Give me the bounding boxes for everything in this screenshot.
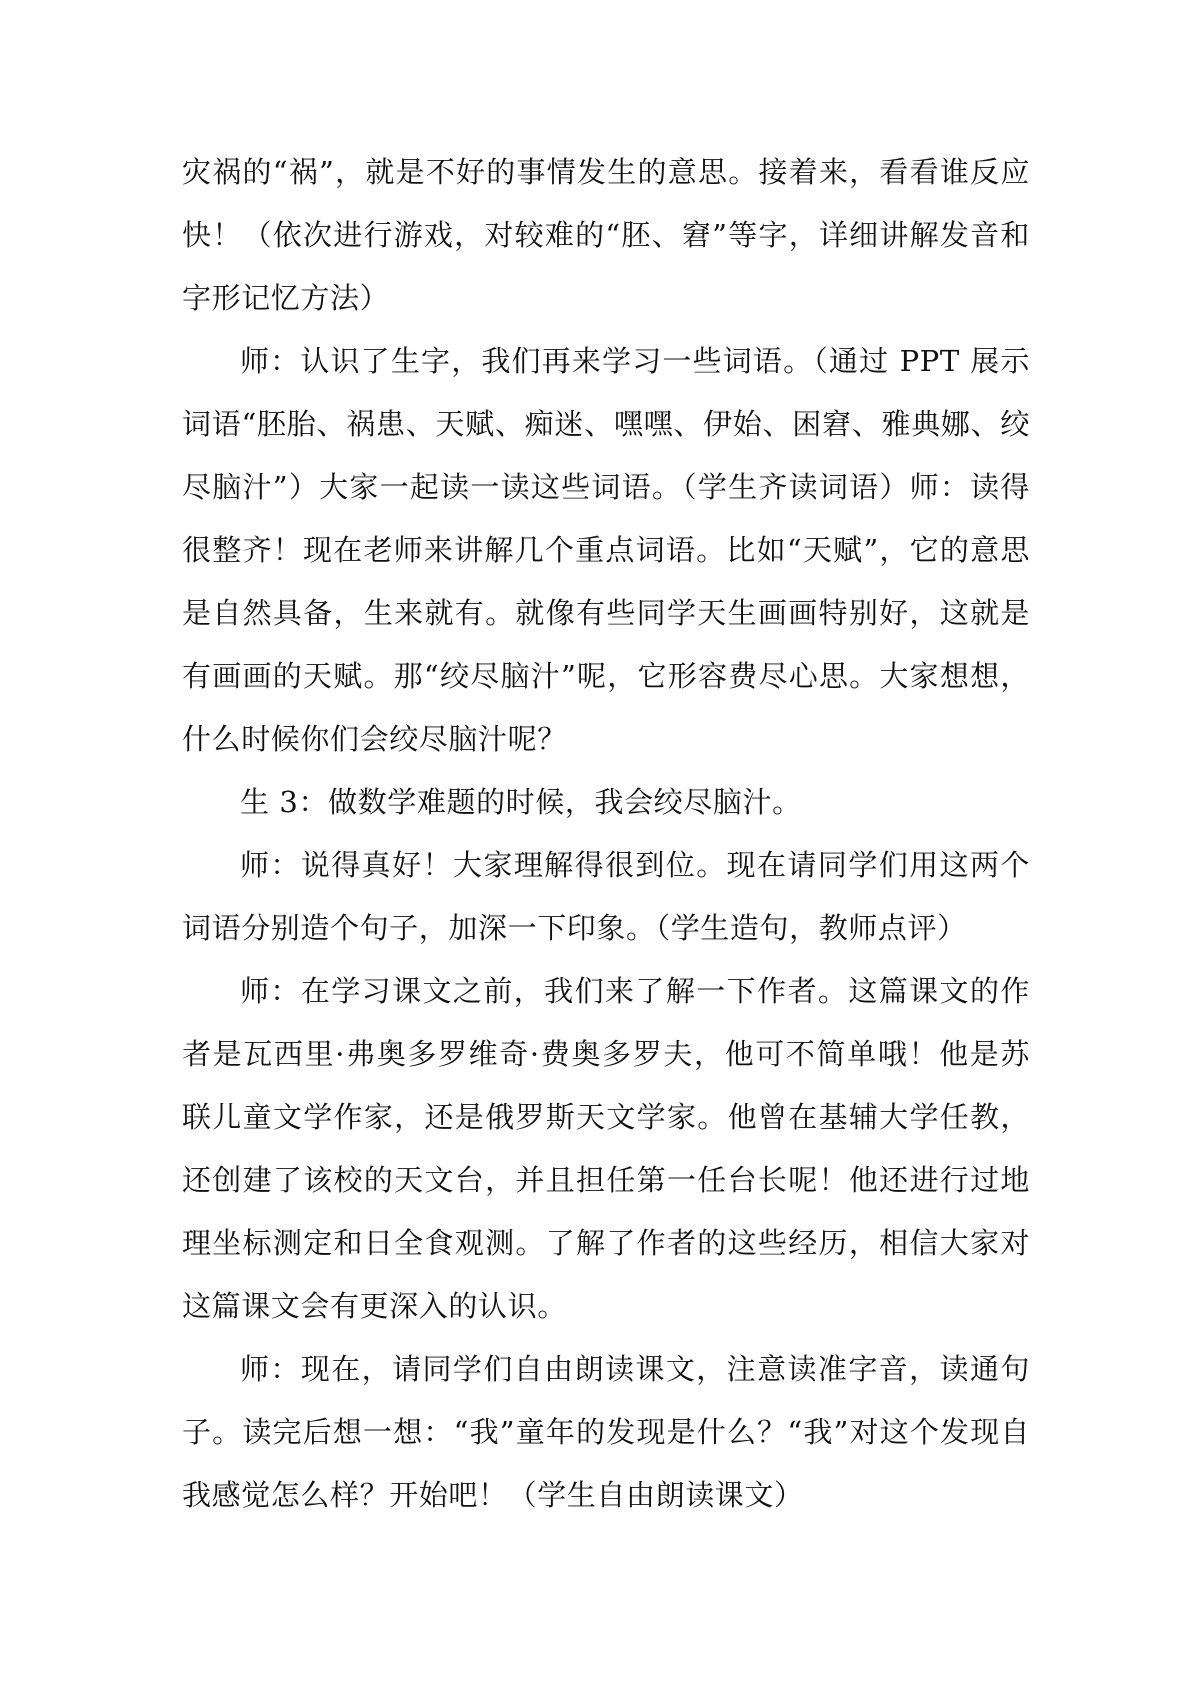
paragraph-sentence-making: 师：说得真好！大家理解得很到位。现在请同学们用这两个词语分别造个句子，加深一下印象。（学生造句，教师点评） <box>182 848 1030 945</box>
paragraph-game-explanation: 灾祸的“祸”，就是不好的事情发生的意思。接着来，看看谁反应快！（依次进行游戏，对较难的“胚、窘”等字，详细讲解发音和字形记忆方法） <box>182 155 1030 315</box>
paragraph-vocabulary-teaching: 师：认识了生字，我们再来学习一些词语。（通过 PPT 展示词语“胚胎、祸患、天赋、痴迷、嘿嘿、伊始、困窘、雅典娜、绞尽脑汁”）大家一起读一读这些词语。（学生齐读词语）师：读得很整齐！现在老师来讲解几个重点词语。比如“天赋”，它的意思是自然具备，生来就有。就像有些同学天生画画特别好，这就是有画画的天赋。那“绞尽脑汁”呢，它形容费尽心思。大家想想，什么时候你们会绞尽脑汁呢？ <box>182 344 1030 756</box>
paragraph-free-reading: 师：现在，请同学们自由朗读课文，注意读准字音，读通句子。读完后想一想：“我”童年的发现是什么？“我”对这个发现自我感觉怎么样？开始吧！（学生自由朗读课文） <box>182 1352 1030 1512</box>
document-page <box>182 141 1030 1527</box>
paragraph-author-introduction: 师：在学习课文之前，我们来了解一下作者。这篇课文的作者是瓦西里·弗奥多罗维奇·费奥多罗夫，他可不简单哦！他是苏联儿童文学作家，还是俄罗斯天文学家。他曾在基辅大学任教，还创建了该校的天文台，并且担任第一任台长呢！他还进行过地理坐标测定和日全食观测。了解了作者的这些经历，相信大家对这篇课文会有更深入的认识。 <box>182 974 1030 1323</box>
paragraph-student-3-answer: 生 3：做数学难题的时候，我会绞尽脑汁。 <box>240 785 802 819</box>
